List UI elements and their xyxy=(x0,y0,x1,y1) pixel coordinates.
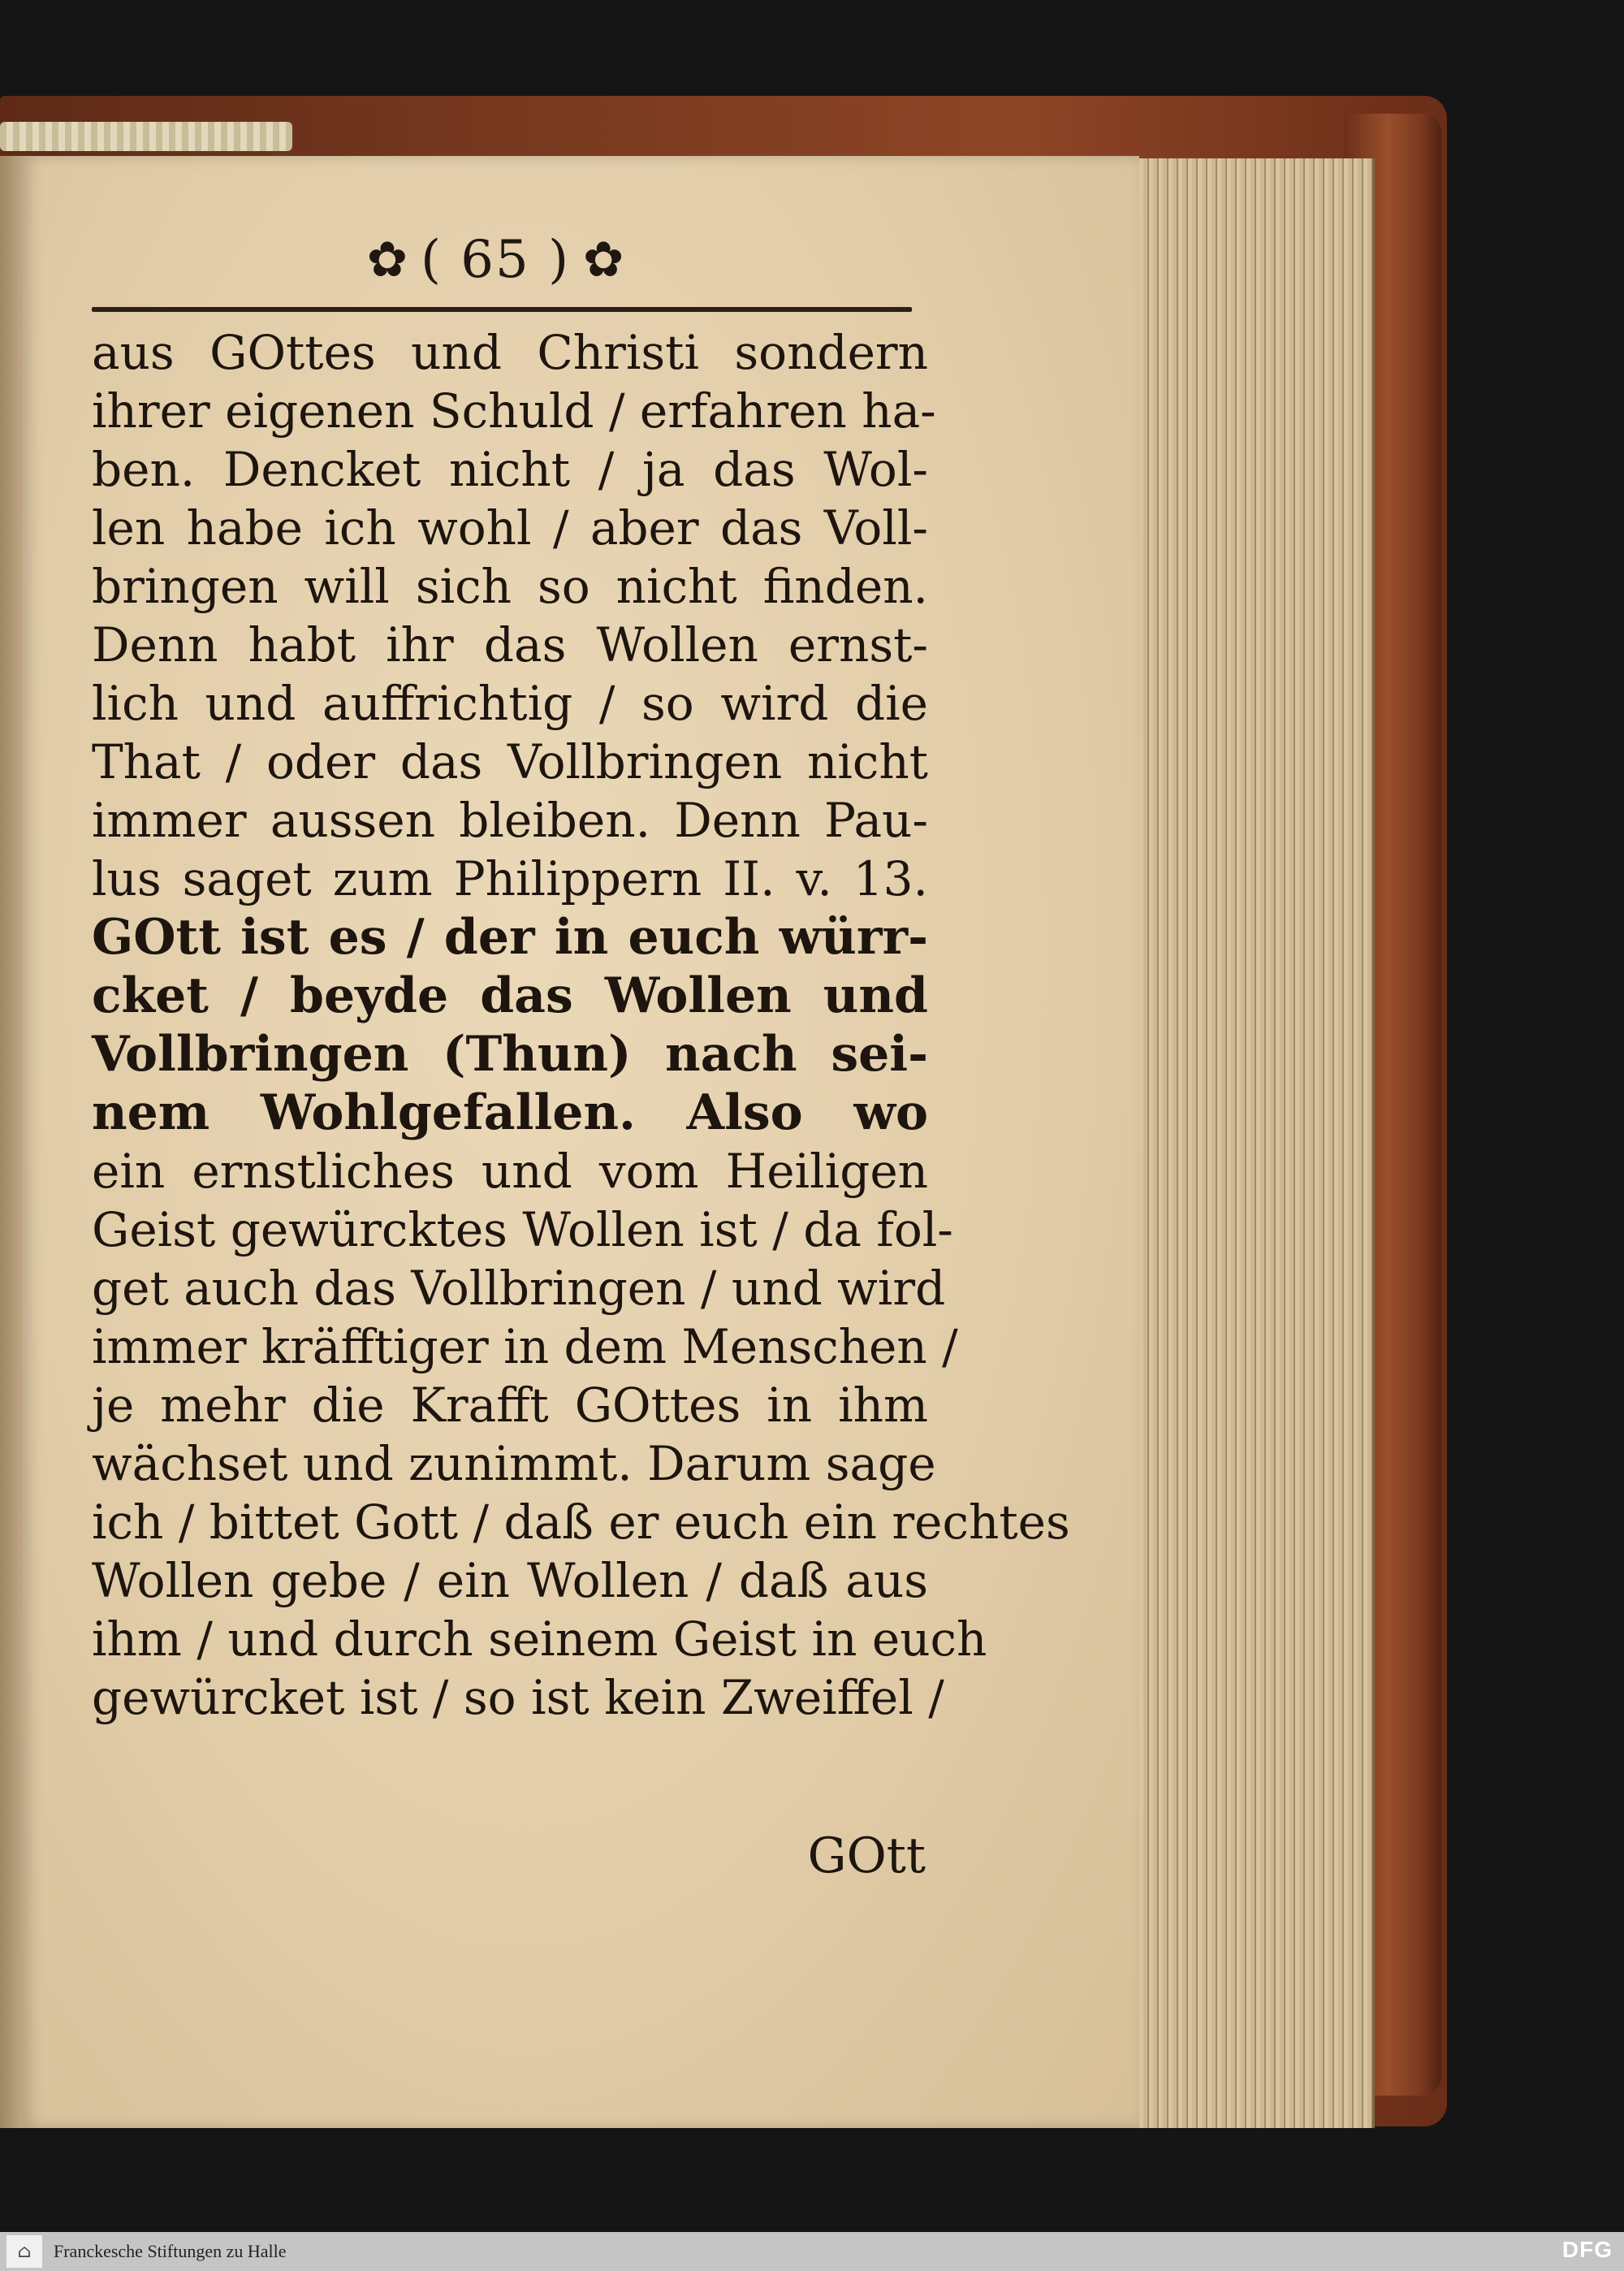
text-line: get auch das Vollbringen / und wird xyxy=(92,1261,946,1316)
text-line: ich / bittet Gott / daß er euch ein rechtes xyxy=(92,1495,1070,1550)
text-line: ein ernstliches und vom Heiligen xyxy=(92,1144,928,1199)
text-line: je mehr die Krafft GOttes in ihm xyxy=(92,1378,928,1433)
catchword: GOtt xyxy=(807,1828,926,1884)
text-line: GOtt ist es / der in euch würr- xyxy=(92,909,928,966)
text-line: ihrer eigenen Schuld / erfahren ha- xyxy=(92,383,936,439)
header-rule xyxy=(92,307,912,312)
page-edges xyxy=(1104,158,1375,2128)
institution-logo xyxy=(6,2235,42,2268)
text-line: Geist gewürcktes Wollen ist / da fol- xyxy=(92,1202,953,1257)
text-line: lus saget zum Philippern II. v. 13. xyxy=(92,851,928,906)
ornament-right-icon: ✿ xyxy=(583,231,624,288)
text-line: Wollen gebe / ein Wollen / daß aus xyxy=(92,1553,928,1608)
text-line: ben. Dencket nicht / ja das Wol- xyxy=(92,442,928,497)
text-line: Denn habt ihr das Wollen ernst- xyxy=(92,617,928,673)
page-header xyxy=(349,227,641,292)
text-line: bringen will sich so nicht finden. xyxy=(92,559,928,614)
text-line: gewürcket ist / so ist kein Zweiffel / xyxy=(92,1670,944,1725)
text-line: nem Wohlgefallen. Also wo xyxy=(92,1084,928,1141)
credit-bar xyxy=(0,2232,1624,2271)
text-line: lich und auffrichtig / so wird die xyxy=(92,676,928,731)
text-line: aus GOttes und Christi sondern xyxy=(92,325,928,380)
text-line: Vollbringen (Thun) nach sei- xyxy=(92,1026,928,1083)
ornament-left-icon: ✿ xyxy=(366,231,408,288)
page-number: ( 65 ) xyxy=(420,230,571,290)
text-line: immer aussen bleiben. Denn Pau- xyxy=(92,793,928,848)
headband xyxy=(0,122,292,151)
text-line: wächset und zunimmt. Darum sage xyxy=(92,1436,936,1491)
text-line: len habe ich wohl / aber das Voll- xyxy=(92,500,928,556)
building-icon: ⌂ xyxy=(17,2241,32,2262)
text-line: ihm / und durch seinem Geist in euch xyxy=(92,1611,987,1667)
text-line: immer kräfftiger in dem Menschen / xyxy=(92,1319,958,1374)
text-line: That / oder das Vollbringen nicht xyxy=(92,734,928,789)
text-line: cket / beyde das Wollen und xyxy=(92,967,928,1024)
page-text xyxy=(92,323,1070,1727)
institution-name: Franckesche Stiftungen zu Halle xyxy=(54,2241,287,2261)
dfg-logo: DFG xyxy=(1561,2237,1613,2262)
